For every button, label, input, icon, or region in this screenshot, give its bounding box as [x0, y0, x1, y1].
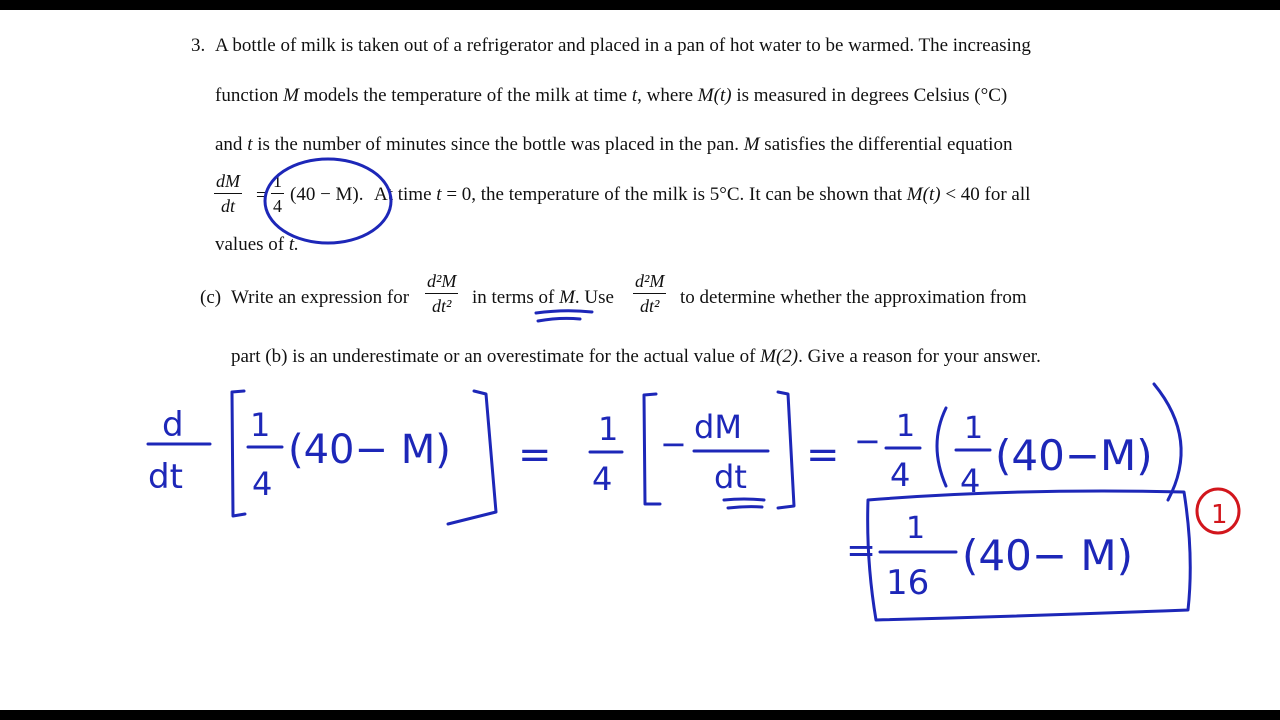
- problem-line-1: A bottle of milk is taken out of a refrigerator and placed in a pan of hot water to be warmed. The increasing: [215, 35, 1031, 56]
- equals-sign: =: [256, 185, 267, 206]
- hw-eq2: =: [806, 432, 840, 478]
- left-bracket-2: [644, 394, 660, 504]
- hw-frac5-num: 1: [906, 511, 926, 546]
- hw-frac3-num: 1: [896, 409, 916, 444]
- left-bracket-1: [232, 391, 245, 516]
- differential-fraction: dM dt: [216, 171, 240, 216]
- hw-point: 1: [1211, 500, 1228, 530]
- part-c-line-2: part (b) is an underestimate or an overestimate for the actual value of M(2). Give a reason for your answer.: [231, 346, 1041, 367]
- hw-expr4: (40− M): [962, 531, 1133, 580]
- hw-dt: dt: [148, 457, 183, 497]
- part-c-label: (c): [200, 287, 222, 308]
- hw-minus: −: [660, 425, 687, 463]
- hw-frac1-num: 1: [250, 406, 271, 444]
- hw-frac1-den: 4: [252, 465, 273, 503]
- problem-line-4: At time t = 0, the temperature of the milk is 5°C. It can be shown that M(t) < 40 for all: [374, 184, 1031, 205]
- hw-frac3-den: 4: [890, 456, 911, 494]
- hw-frac2-den: 4: [592, 460, 613, 498]
- underline-1: [536, 311, 592, 313]
- second-derivative-fraction: d²M dt²: [427, 271, 457, 316]
- part-c-text-d: to determine whether the approximation from: [680, 287, 1027, 308]
- quarter-fraction: 1 4: [273, 171, 282, 216]
- right-bracket-1: [448, 391, 496, 524]
- hw-expr3: (40−M): [995, 431, 1153, 480]
- hw-frac4-den: 4: [960, 462, 981, 500]
- hw-frac4-num: 1: [964, 411, 984, 446]
- hw-eq3: =: [846, 530, 877, 571]
- circle-annotation: [265, 159, 391, 243]
- hw-frac5-den: 16: [886, 563, 930, 603]
- hw-d: d: [162, 405, 184, 445]
- underline-2: [538, 318, 580, 321]
- second-derivative-fraction-2: d²M dt²: [635, 271, 665, 316]
- problem-line-2: function M models the temperature of the milk at time t, where M(t) is measured in degrees Celsius (°C): [215, 85, 1008, 106]
- hw-frac2-num: 1: [598, 410, 619, 448]
- dt-underline-2: [728, 507, 762, 508]
- problem-line-3: and t is the number of minutes since the bottle was placed in the pan. M satisfies the differential equation: [215, 134, 1013, 155]
- hw-expr1: (40− M): [288, 427, 451, 473]
- problem-line-5: values of t.: [215, 234, 299, 255]
- differential-rhs: (40 − M).: [290, 184, 364, 205]
- right-bracket-2: [778, 392, 794, 508]
- dt-underline-1: [724, 499, 764, 500]
- paren-open: [937, 408, 946, 486]
- problem-number: 3.: [191, 35, 206, 56]
- hw-dt-2: dt: [714, 458, 747, 496]
- hw-eq1: =: [518, 432, 552, 478]
- part-c-text-a: Write an expression for: [231, 287, 410, 308]
- paren-close-outer: [1154, 384, 1181, 500]
- hw-neg: −: [854, 422, 881, 460]
- hw-dM: dM: [694, 408, 742, 446]
- part-c-text-b: in terms of M. Use: [472, 287, 614, 308]
